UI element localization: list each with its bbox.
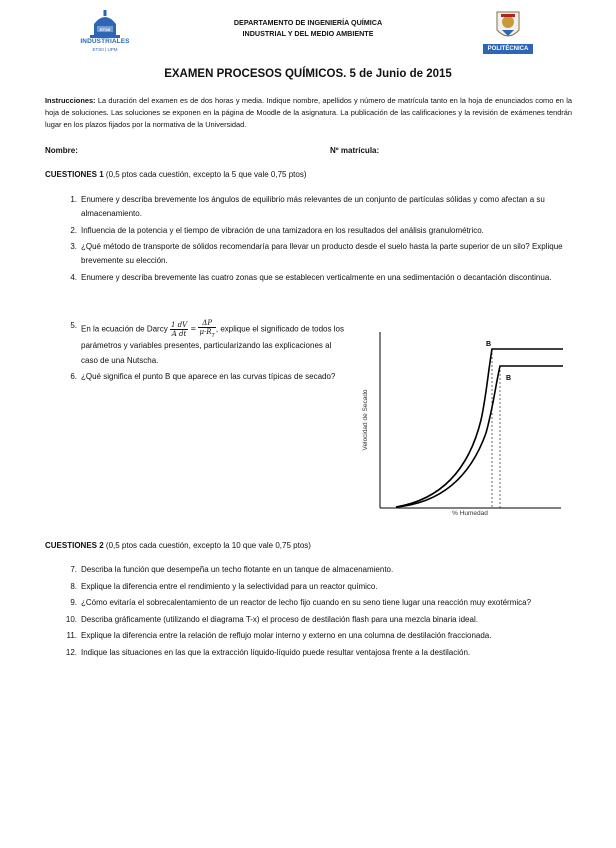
- section-2-questions: [63, 563, 568, 662]
- question-4-number: 4.: [70, 272, 77, 282]
- question-5: [63, 319, 346, 368]
- instructions-label: Instrucciones:: [45, 96, 96, 105]
- etsii-logo-name: INDUSTRIALES: [80, 38, 130, 45]
- question-10-text: Describa gráficamente (utilizando el diagrama T-x) el proceso de destilación flash para una mezcla binaria ideal.: [81, 614, 478, 624]
- department-heading: [200, 17, 416, 39]
- upm-logo-label: POLITÉCNICA: [483, 44, 533, 54]
- name-field-label: Nombre:: [45, 146, 78, 155]
- section-2-title: CUESTIONES 2: [45, 541, 104, 550]
- dome-icon: [70, 8, 140, 40]
- darcy-equation: [170, 319, 216, 339]
- matricula-field-label: Nº matrícula:: [330, 146, 380, 155]
- etsii-logo-sub: ETSII | UPM: [92, 47, 118, 52]
- upm-logo: [483, 8, 533, 54]
- section-1-heading: [45, 169, 306, 180]
- question-6: [63, 370, 346, 384]
- section-1-questions: [63, 193, 563, 287]
- question-10-number: 10.: [65, 614, 77, 624]
- question-2: [63, 224, 563, 238]
- exam-title: EXAMEN PROCESOS QUÍMICOS. 5 de Junio de 2015: [164, 68, 452, 80]
- section-2-heading: [45, 540, 311, 551]
- question-10: [63, 613, 568, 627]
- chart-series-lower: [396, 366, 563, 507]
- question-7-number: 7.: [70, 565, 77, 574]
- question-3: [63, 240, 563, 268]
- question-1: [63, 193, 563, 221]
- darcy-rhs-denominator: μ·R: [199, 328, 212, 336]
- question-11-number: 11.: [66, 631, 77, 640]
- section-1-questions-cont: [63, 319, 346, 387]
- chart-y-label: Velocidad de Secado: [362, 389, 369, 451]
- question-7: [63, 563, 568, 577]
- question-5-text-before: En la ecuación de Darcy: [81, 324, 170, 334]
- instructions-text: La duración del examen es de dos horas y media. Indique nombre, apellidos y número de matrícula tanto en la hoja de enunciados como en la hoja de soluciones. Las soluciones se exponen en la página de Moodle de la asignatura. La publicación de las calificaciones y la revisión de exámenes tendrán lugar en los plazos fijados por la normativa de la Universidad.: [45, 96, 572, 129]
- question-12-number: 12.: [65, 647, 77, 657]
- question-9-number: 9.: [70, 598, 77, 607]
- question-1-text: Enumere y describa brevemente los ángulos de equilibrio más relevantes de un conjunto de partículas sólidas y como afectan a su almacenamiento.: [81, 195, 545, 219]
- question-6-number: 6.: [70, 372, 77, 382]
- chart-point-b-upper: B: [486, 341, 492, 348]
- question-3-text: ¿Qué método de transporte de sólidos recomendaría para llevar un producto desde el suelo hasta la parte superior de un silo? Explique brevemente su elección.: [81, 242, 563, 266]
- svg-text:ETSII: ETSII: [99, 27, 111, 32]
- question-9-text: ¿Cómo evitaría el sobrecalentamiento de un reactor de lecho fijo cuando en su seno tiene lugar una reacción muy exotérmica?: [81, 598, 532, 607]
- instructions: [45, 95, 572, 131]
- question-7-text: Describa la función que desempeña un techo flotante en un tanque de almacenamiento.: [81, 565, 394, 574]
- question-12-text: Indique las situaciones en las que la extracción líquido-líquido puede resultar ventajosa frente a la destilación.: [81, 647, 471, 657]
- question-2-number: 2.: [70, 225, 77, 235]
- question-9: [63, 596, 568, 610]
- question-5-number: 5.: [70, 321, 77, 330]
- chart-series-upper: [396, 349, 563, 507]
- darcy-lhs-numerator: 1 dV: [170, 320, 188, 329]
- section-2-note: (0,5 ptos cada cuestión, excepto la 10 que vale 0,75 ptos): [103, 541, 311, 550]
- darcy-rhs-numerator: ΔP: [198, 319, 215, 328]
- question-8-text: Explique la diferencia entre el rendimiento y la selectividad para un reactor químico.: [81, 581, 378, 591]
- etsii-logo: [70, 8, 140, 54]
- question-4: [63, 271, 563, 285]
- question-2-text: Influencia de la potencia y el tiempo de vibración de una tamizadora en los resultados del análisis granulométrico.: [81, 225, 484, 235]
- drying-curve-chart: [358, 328, 564, 520]
- question-4-text: Enumere y describa brevemente las cuatro zonas que se establecen verticalmente en una sedimentación o decantación discontinua.: [81, 272, 552, 282]
- question-12: [63, 646, 568, 660]
- darcy-lhs-denominator: A dt: [171, 329, 187, 338]
- question-8: [63, 580, 568, 594]
- section-1-title: CUESTIONES 1: [45, 170, 104, 179]
- chart-x-label: % Humedad: [452, 510, 488, 517]
- question-6-text: ¿Qué significa el punto B que aparece en las curvas típicas de secado?: [81, 372, 336, 382]
- crest-icon: [483, 8, 533, 44]
- section-1-note: (0,5 ptos cada cuestión, excepto la 5 que vale 0,75 ptos): [103, 170, 307, 179]
- question-11: [63, 629, 568, 643]
- darcy-equals: =: [188, 325, 199, 334]
- darcy-rhs-subscript: T: [211, 332, 215, 339]
- question-3-number: 3.: [70, 242, 77, 252]
- question-5-text-after: , explique el significado de todos los parámetros y variables presentes, particularizando las explicaciones al caso de una Nutscha.: [81, 324, 344, 365]
- question-8-number: 8.: [70, 581, 77, 591]
- department-line-1: DEPARTAMENTO DE INGENIERÍA QUÍMICA: [233, 18, 383, 27]
- question-11-text: Explique la diferencia entre la relación de reflujo molar interno y externo en una columna de destilación fraccionada.: [81, 631, 492, 640]
- chart-point-b-lower: B: [506, 375, 512, 382]
- department-line-2: INDUSTRIAL Y DEL MEDIO AMBIENTE: [242, 29, 374, 38]
- question-1-number: 1.: [70, 195, 77, 204]
